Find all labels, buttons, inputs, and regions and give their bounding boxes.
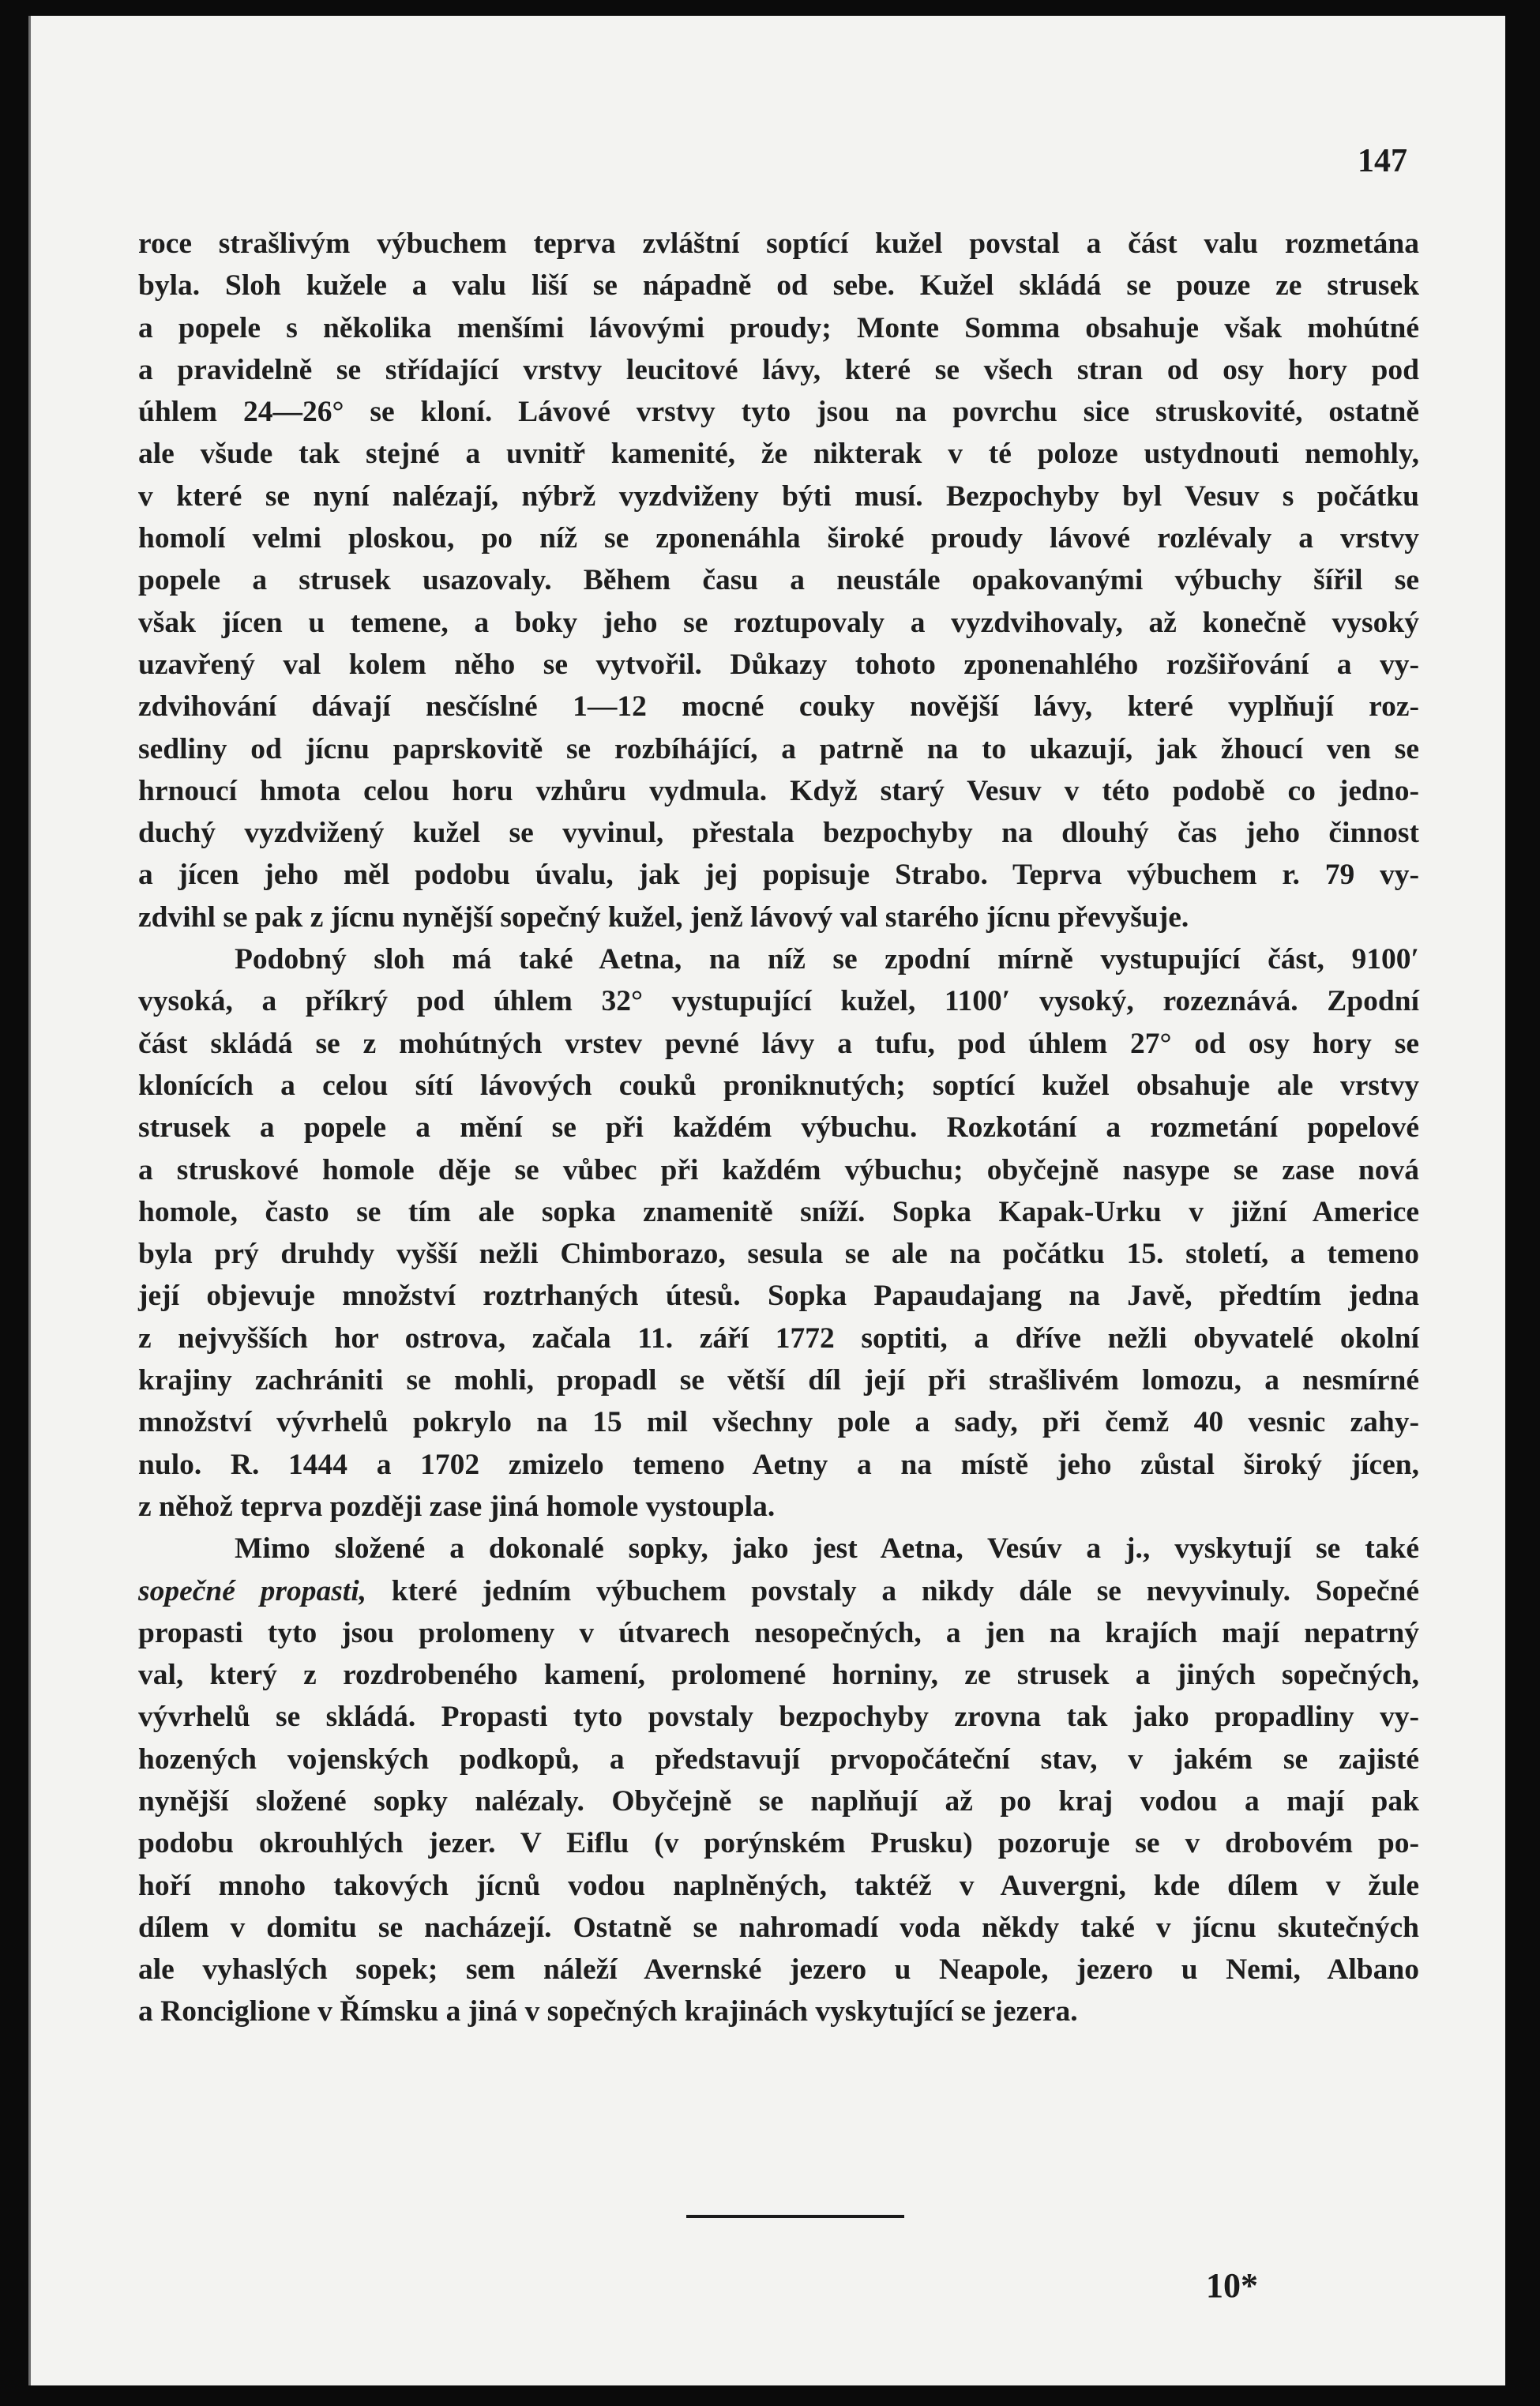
text-line: homolí velmi ploskou, po níž se zponenáhla široké proudy lávové rozlévaly a vrstvy [138,522,1419,555]
text-line: množství vývrhelů pokrylo na 15 mil všechny pole a sady, při čemž 40 vesnic zahy- [138,1406,1419,1439]
text-line: byla. Sloh kužele a valu liší se nápadně od sebe. Kužel skládá se pouze ze strusek [138,269,1419,303]
text-line: propasti tyto jsou prolomeny v útvarech nesopečných, a jen na krajích mají nepatrný [138,1616,1419,1649]
text-line: část skládá se z mohútných vrstev pevné lávy a tufu, pod úhlem 27° od osy hory se [138,1027,1419,1060]
text-line: vývrhelů se skládá. Propasti tyto povstaly bezpochyby zrovna tak jako propadliny vy- [138,1701,1419,1734]
text-line: ale vyhaslých sopek; sem náleží Avernské jezero u Neapole, jezero u Nemi, Albano [138,1953,1419,1987]
text-line: krajiny zachrániti se mohli, propadl se větší díl její při strašlivém lomozu, a nesmírné [138,1364,1419,1397]
text-line: a Ronciglione v Římsku a jiná v sopečných krajinách vyskytující se jezera. [138,1995,1078,2028]
text-line: však jícen u temene, a boky jeho se roztupovaly a vyzdvihovaly, až konečně vysoký [138,606,1419,639]
paragraph-1 [138,223,1419,938]
text-line: Podobný sloh má také Aetna, na níž se zpodní mírně vystupující část, 9100′ [235,943,1419,976]
text-fragment: které jedním výbuchem povstaly a nikdy dále se nevyvinuly. Sopečné [366,1574,1419,1607]
text-line: zdvihl se pak z jícnu nynější sopečný kužel, jenž lávový val starého jícnu převyšuje. [138,900,1189,934]
text-line: a struskové homole děje se vůbec při každém výbuchu; obyčejně nasype se zase nová [138,1153,1419,1186]
text-line: a jícen jeho měl podobu úvalu, jak jej popisuje Strabo. Teprva výbuchem r. 79 vy- [138,859,1419,892]
text-line: homole, často se tím ale sopka znamenitě sníží. Sopka Kapak-Urku v jižní Americe [138,1195,1419,1228]
text-line: nynější složené sopky nalézaly. Obyčejně se naplňují až po kraj vodou a mají pak [138,1784,1419,1818]
text-line: ale všude tak stejné a uvnitř kamenité, že nikterak v té poloze ustydnouti nemohly, [138,438,1419,471]
text-line: podobu okrouhlých jezer. V Eiflu (v porýnském Prusku) pozoruje se v drobovém po- [138,1827,1419,1860]
text-line: zdvihování dávají nesčíslné 1—12 mocné couky novější lávy, které vyplňují roz- [138,690,1419,724]
text-line: val, který z rozdrobeného kamení, prolomené horniny, ze strusek a jiných sopečných, [138,1659,1419,1692]
paragraph-3 [138,1528,1419,2033]
text-line: v které se nyní nalézají, nýbrž vyzdviženy býti musí. Bezpochyby byl Vesuv s počátku [138,479,1419,513]
text-line: z nejvyšších hor ostrova, začala 11. září 1772 soptiti, a dříve nežli obyvatelé okolní [138,1321,1419,1355]
text-line: nulo. R. 1444 a 1702 zmizelo temeno Aetny a na místě jeho zůstal široký jícen, [138,1448,1419,1481]
book-page [28,16,1505,2385]
footnote-rule [686,2215,904,2218]
paragraph-2 [138,938,1419,1528]
text-line: popele a strusek usazovaly. Během času a neustále opakovanými výbuchy šířil se [138,564,1419,597]
text-line: a popele s několika menšími lávovými proudy; Monte Somma obsahuje však mohútné [138,311,1419,344]
page-number: 147 [1358,143,1407,179]
signature-mark: 10* [1206,2266,1258,2305]
text-line: duchý vyzdvižený kužel se vyvinul, přestala bezpochyby na dlouhý čas jeho činnost [138,817,1419,850]
text-line: byla prý druhdy vyšší nežli Chimborazo, sesula se ale na počátku 15. století, a temeno [138,1238,1419,1271]
text-line: hozených vojenských podkopů, a představují prvopočáteční stav, v jakém se zajisté [138,1742,1419,1776]
text-line: sedliny od jícnu paprskovitě se rozbíhájící, a patrně na to ukazují, jak žhoucí ven se [138,732,1419,765]
text-line: vysoká, a příkrý pod úhlem 32° vystupující kužel, 1100′ vysoký, rozeznává. Zpodní [138,985,1419,1018]
text-line: a pravidelně se střídající vrstvy leucitové lávy, které se všech stran od osy hory pod [138,353,1419,386]
text-line: hrnoucí hmota celou horu vzhůru vydmula. Když starý Vesuv v této podobě co jedno- [138,774,1419,807]
text-line: dílem v domitu se nacházejí. Ostatně se nahromadí voda někdy také v jícnu skutečných [138,1911,1419,1944]
text-line: strusek a popele a mění se při každém výbuchu. Rozkotání a rozmetání popelové [138,1111,1419,1145]
text-line: roce strašlivým výbuchem teprva zvláštní soptící kužel povstal a část valu rozmetána [138,227,1419,260]
text-line: z něhož teprva později zase jiná homole vystoupla. [138,1490,776,1523]
text-line [138,1570,1419,1612]
text-line: její objevuje množství roztrhaných útesů. Sopka Papaudajang na Javě, předtím jedna [138,1280,1419,1313]
text-line: hoří mnoho takových jícnů vodou naplněných, taktéž v Auvergni, kde dílem v žule [138,1869,1419,1902]
italic-term: sopečné propasti, [138,1574,367,1607]
text-line: úhlem 24—26° se kloní. Lávové vrstvy tyto jsou na povrchu sice struskovité, ostatně [138,396,1419,429]
text-line: uzavřený val kolem něho se vytvořil. Důkazy tohoto zponenahlého rozšiřování a vy- [138,648,1419,681]
text-line: klonících a celou sítí lávových couků proniknutých; soptící kužel obsahuje ale vrstvy [138,1069,1419,1102]
text-line: Mimo složené a dokonalé sopky, jako jest Aetna, Vesúv a j., vyskytují se také [235,1532,1419,1566]
body-text [138,223,1419,2033]
